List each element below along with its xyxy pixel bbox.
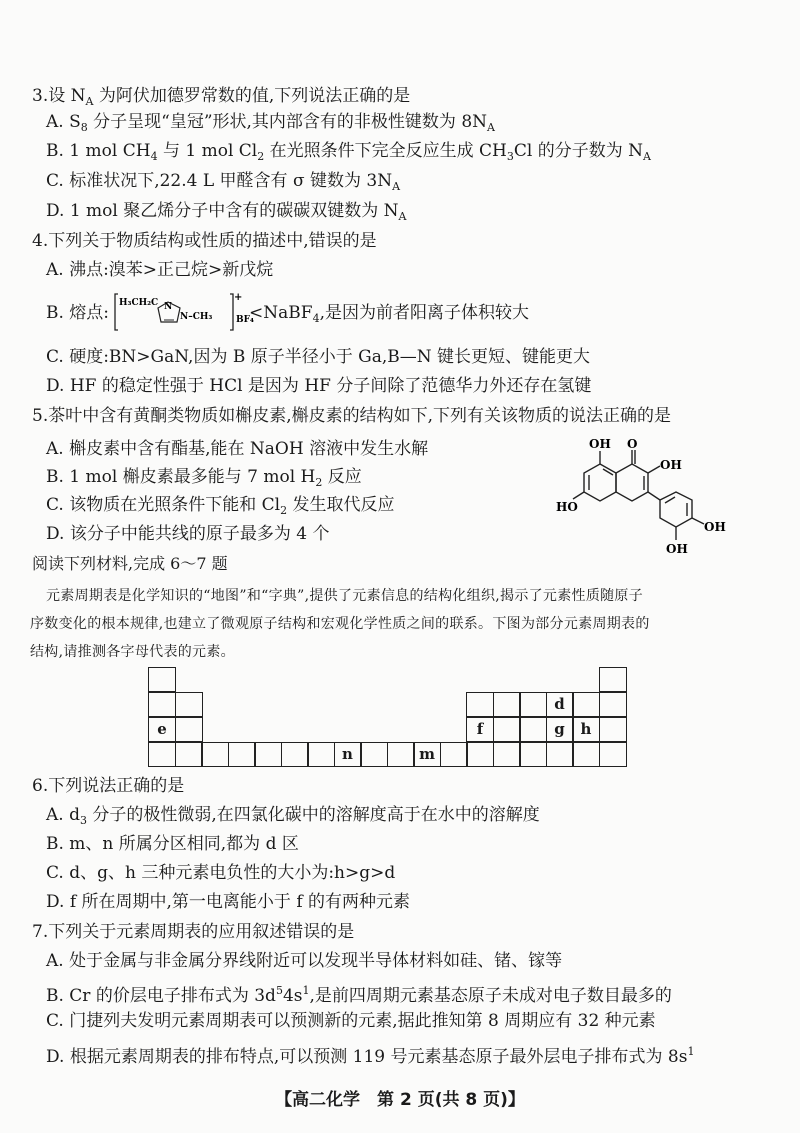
element-cell xyxy=(519,692,547,717)
element-cell-d: d xyxy=(546,692,574,717)
q6-option-b: B. m、n 所属分区相同,都为 d 区 xyxy=(46,834,299,854)
q6-stem: 6.下列说法正确的是 xyxy=(32,776,185,796)
element-cell xyxy=(307,742,335,767)
q5-stem: 5.茶叶中含有黄酮类物质如槲皮素,槲皮素的结构如下,下列有关该物质的说法正确的是 xyxy=(32,406,672,426)
ring-c xyxy=(616,464,648,501)
element-cell xyxy=(546,742,574,767)
oh-label-top: OH xyxy=(589,437,611,451)
element-cell xyxy=(228,742,256,767)
q3-option-b: B. 1 mol $CH_4$ 与 1 mol $Cl_2$ 在光照条件下完全反应生成 $CH_3Cl$ 的分子数为 $N_A$ xyxy=(46,141,651,163)
q5-option-b: B. 1 mol 槲皮素最多能与 7 mol $H_2$ 反应 xyxy=(46,467,362,489)
element-cell xyxy=(201,742,229,767)
q4-stem: 4.下列关于物质结构或性质的描述中,错误的是 xyxy=(32,231,377,251)
q6-option-c: C. d、g、h 三种元素电负性的大小为:h>g>d xyxy=(46,863,396,883)
element-cell xyxy=(493,692,521,717)
element-cell xyxy=(572,692,600,717)
element-cell xyxy=(148,692,176,717)
element-cell xyxy=(148,667,176,692)
q4-option-c: C. 硬度:BN>GaN,因为 B 原子半径小于 Ga,B—N 键长更短、键能更大 xyxy=(46,347,591,367)
element-cell xyxy=(254,742,282,767)
periodic-table-fragment xyxy=(148,667,624,767)
element-cell xyxy=(519,717,547,742)
passage-line-3: 结构,请推测各字母代表的元素。 xyxy=(30,644,235,660)
element-cell xyxy=(466,692,494,717)
q3-option-d: D. 1 mol 聚乙烯分子中含有的碳碳双键数为 $N_A$ xyxy=(46,201,407,223)
ring-b-double-bond xyxy=(665,497,675,503)
oh-label-far: OH xyxy=(704,520,726,534)
imidazolium-salt-structure xyxy=(114,290,259,336)
element-cell-m: m xyxy=(413,742,441,767)
left-bracket xyxy=(115,294,118,330)
page-footer: 【高二化学 第 2 页(共 8 页)】 xyxy=(275,1090,525,1110)
ring-b-link xyxy=(648,492,660,500)
passage-line-1: 元素周期表是化学知识的“地图”和“字典”,提供了元素信息的结构化组织,揭示了元素性质随原子 xyxy=(46,588,644,604)
q4-option-b: B. 熔点: <NaBF$_4$,是因为前者阳离子体积较大 xyxy=(46,303,529,325)
anion-label: BF₄ xyxy=(236,315,254,325)
element-cell-h: h xyxy=(572,717,600,742)
q3-option-c: C. 标准状况下,22.4 L 甲醛含有 σ 键数为 $3N_A$ xyxy=(46,171,401,193)
element-cell xyxy=(519,742,547,767)
methyl-n-label: N–CH₃ xyxy=(180,312,213,322)
q5-option-d: D. 该分子中能共线的原子最多为 4 个 xyxy=(46,524,330,544)
element-cell xyxy=(599,717,627,742)
o-label-top: O xyxy=(627,437,638,451)
ho-bond-left xyxy=(573,492,584,499)
element-cell xyxy=(175,717,203,742)
right-bracket xyxy=(230,294,233,330)
element-cell xyxy=(440,742,468,767)
element-cell xyxy=(387,742,415,767)
q7-option-d: D. 根据元素周期表的排布特点,可以预测 119 号元素基态原子最外层电子排布式为 $8s^1$ xyxy=(46,1045,695,1067)
q6-option-a: A. $d_3$ 分子的极性微弱,在四氯化碳中的溶解度高于在水中的溶解度 xyxy=(46,805,540,827)
oh-bond-far xyxy=(692,518,704,524)
element-cell xyxy=(493,717,521,742)
ring-n-label: N xyxy=(164,302,173,312)
q7-option-c: C. 门捷列夫发明元素周期表可以预测新的元素,据此推知第 8 周期应有 32 种元素 xyxy=(46,1011,656,1031)
element-cell xyxy=(493,742,521,767)
element-cell xyxy=(175,742,203,767)
q7-stem: 7.下列关于元素周期表的应用叙述错误的是 xyxy=(32,922,355,942)
q5-option-c: C. 该物质在光照条件下能和 $Cl_2$ 发生取代反应 xyxy=(46,495,395,517)
oh-label-right: OH xyxy=(660,458,682,472)
q7-option-b: B. Cr 的价层电子排布式为 $3d^54s^1$,是前四周期元素基态原子未成对电子数目最多的 xyxy=(46,984,672,1006)
element-cell-e: e xyxy=(148,717,176,742)
passage-line-2: 序数变化的根本规律,也建立了微观原子结构和宏观化学性质之间的联系。下图为部分元素周期表的 xyxy=(30,616,650,632)
q7-option-a: A. 处于金属与非金属分界线附近可以发现半导体材料如硅、锗、镓等 xyxy=(46,951,563,971)
q5-option-a: A. 槲皮素中含有酯基,能在 NaOH 溶液中发生水解 xyxy=(46,439,429,459)
element-cell xyxy=(599,667,627,692)
element-cell xyxy=(572,742,600,767)
element-cell xyxy=(599,692,627,717)
q4-option-d: D. HF 的稳定性强于 HCl 是因为 HF 分子间除了范德华力外还存在氢键 xyxy=(46,376,592,396)
element-cell xyxy=(281,742,309,767)
quercetin-structure xyxy=(556,436,746,558)
element-cell-g: g xyxy=(546,717,574,742)
element-cell xyxy=(175,692,203,717)
element-cell-f: f xyxy=(466,717,494,742)
ho-label-left: HO xyxy=(556,500,578,514)
element-cell-n: n xyxy=(334,742,362,767)
q6-option-d: D. f 所在周期中,第一电离能小于 f 的有两种元素 xyxy=(46,892,411,912)
element-cell xyxy=(466,742,494,767)
element-cell xyxy=(599,742,627,767)
oh-label-bottom: OH xyxy=(666,542,688,556)
element-cell xyxy=(360,742,388,767)
cation-charge: + xyxy=(234,292,243,303)
passage-header: 阅读下列材料,完成 6～7 题 xyxy=(32,554,228,573)
element-cell xyxy=(148,742,176,767)
q3-stem: 3.设 $N_A$ 为阿伏加德罗常数的值,下列说法正确的是 xyxy=(32,86,411,108)
q4-option-a: A. 沸点:溴苯>正己烷>新戊烷 xyxy=(46,260,274,280)
oh-bond-right xyxy=(648,466,660,473)
q3-option-a: A. $S_8$ 分子呈现“皇冠”形状,其内部含有的非极性键数为 $8N_A$ xyxy=(46,112,495,134)
ethyl-group-label: H₃CH₂C xyxy=(119,298,159,308)
